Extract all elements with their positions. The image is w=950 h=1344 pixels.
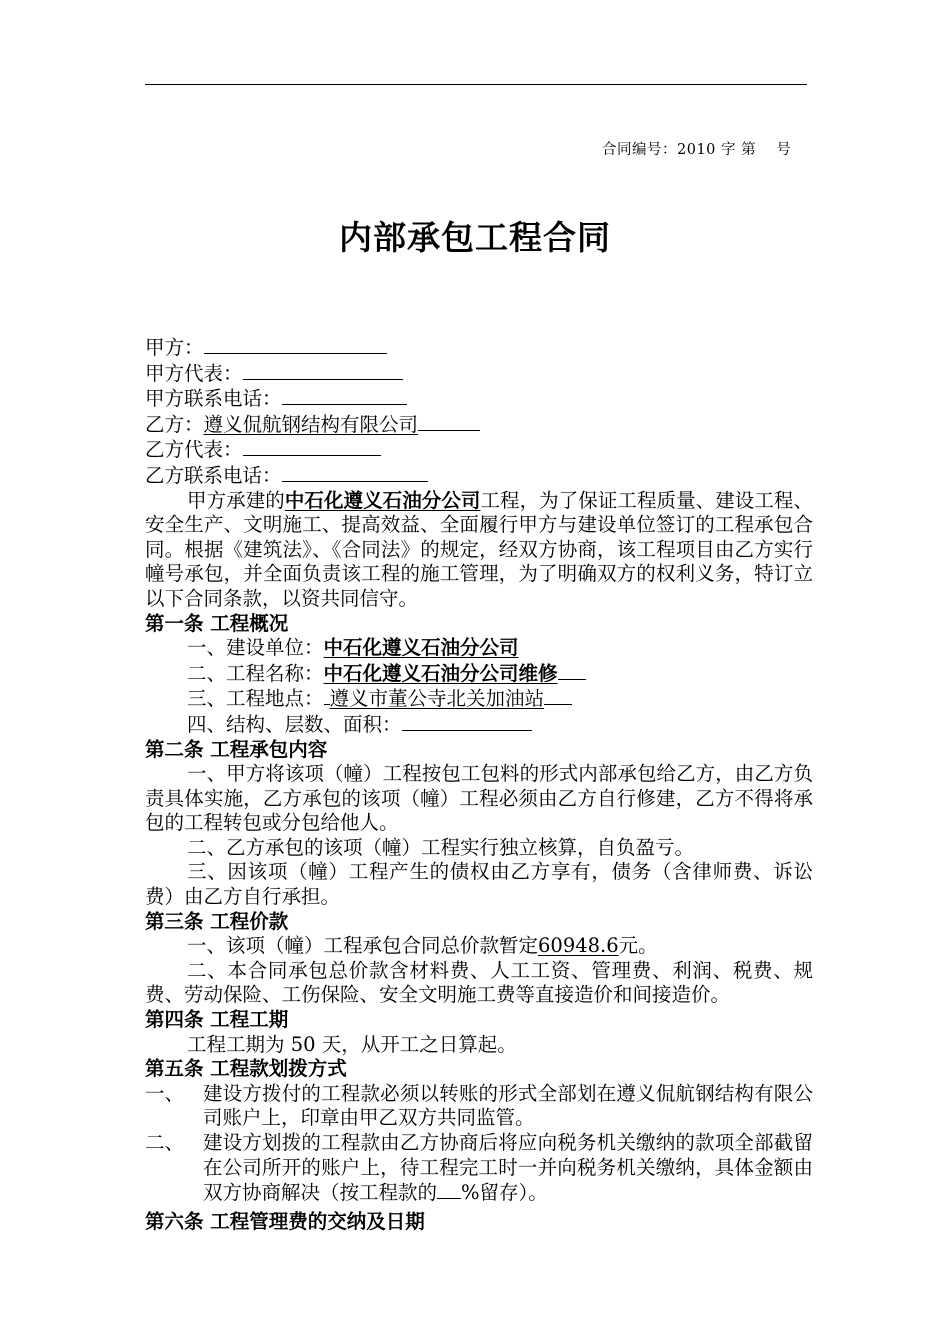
party-a-phone-label: 甲方联系电话： bbox=[145, 387, 282, 411]
art5-item-1 bbox=[145, 1082, 813, 1131]
party-a-line bbox=[145, 335, 813, 361]
art5-item-2-suffix: %留存）。 bbox=[461, 1181, 548, 1205]
contract-body bbox=[145, 335, 813, 1234]
party-b-rep-line bbox=[145, 437, 813, 463]
party-b-label: 乙方： bbox=[145, 412, 204, 436]
art1-location-value: 遵义市董公寺北关加油站 bbox=[329, 687, 545, 711]
article-4-heading: 第四条 工程工期 bbox=[145, 1008, 289, 1032]
contract-number: 合同编号：2010 字 第 号 bbox=[602, 142, 792, 158]
contract-amount: 60948.6 bbox=[538, 934, 619, 958]
party-b-blank bbox=[418, 412, 480, 431]
preamble-project-unit: 中石化遵义石油分公司 bbox=[284, 488, 481, 512]
preamble-paragraph bbox=[145, 489, 813, 612]
art1-unit-value: 中石化遵义石油分公司 bbox=[323, 636, 519, 660]
art3-clause-1-prefix: 一、该项（幢）工程承包合同总价款暂定 bbox=[187, 934, 539, 958]
art3-clause-1 bbox=[145, 934, 813, 959]
header-rule bbox=[145, 84, 807, 85]
article-5-heading: 第五条 工程款划拨方式 bbox=[145, 1057, 347, 1081]
art5-item-2-body bbox=[203, 1131, 813, 1206]
art1-structure-blank bbox=[402, 712, 532, 731]
art1-name-label: 二、工程名称： bbox=[187, 661, 324, 685]
art1-structure-label: 四、结构、层数、面积： bbox=[187, 712, 402, 736]
party-a-blank bbox=[204, 335, 387, 354]
article-2-heading: 第二条 工程承包内容 bbox=[145, 737, 328, 761]
party-a-label: 甲方： bbox=[145, 336, 204, 359]
party-b-rep-blank bbox=[243, 437, 381, 456]
art1-name-value: 中石化遵义石油分公司维修 bbox=[323, 661, 558, 685]
art1-unit-line bbox=[145, 636, 813, 661]
art1-unit-label: 一、建设单位： bbox=[187, 636, 324, 660]
art5-item-1-number: 一、 bbox=[145, 1081, 185, 1105]
preamble-text: 工程，为了保证工程质量、建设工程、安全生产、文明施工、提高效益、全面履行甲方与建设单位签订的工程承包合同。根据《建筑法》、《合同法》的规定，经双方协商，该工程项目由乙方实行幢号承包，并全面负责该工程的施工管理，为了明确双方的权利义务，特订立以下合同条款，以资共同信守。 bbox=[145, 488, 813, 610]
art5-item-2-number: 二、 bbox=[145, 1131, 185, 1154]
art5-item-1-text: 建设方拨付的工程款必须以转账的形式全部划在遵义侃航钢结构有限公司账户上，印章由甲乙双方共同监管。 bbox=[203, 1081, 813, 1130]
party-b-line bbox=[145, 412, 813, 438]
party-a-phone-line bbox=[145, 386, 813, 412]
article-3-heading: 第三条 工程价款 bbox=[145, 909, 289, 933]
art1-name-blank bbox=[558, 661, 586, 680]
article-1-heading: 第一条 工程概况 bbox=[145, 611, 289, 635]
art3-clause-1-suffix: 元。 bbox=[618, 934, 658, 958]
art2-clause-3: 三、因该项（幢）工程产生的债权由乙方享有，债务（含律师费、诉讼费）由乙方自行承担。 bbox=[145, 860, 813, 909]
art2-clause-2: 二、乙方承包的该项（幢）工程实行独立核算，自负盈亏。 bbox=[187, 835, 695, 859]
party-b-phone-blank bbox=[282, 463, 428, 482]
art1-structure-line bbox=[145, 712, 813, 738]
art1-name-line bbox=[145, 661, 813, 687]
article-6-heading: 第六条 工程管理费的交纳及日期 bbox=[145, 1209, 425, 1233]
art1-location-label: 三、工程地点： bbox=[187, 687, 324, 711]
art4-clause-1: 工程工期为 50 天，从开工之日算起。 bbox=[187, 1032, 517, 1056]
retention-percent-blank bbox=[437, 1180, 461, 1199]
art5-item-2 bbox=[145, 1131, 813, 1206]
party-a-rep-label: 甲方代表： bbox=[145, 361, 243, 385]
art2-clause-1: 一、甲方将该项（幢）工程按包工包料的形式内部承包给乙方，由乙方负责具体实施，乙方承包的该项（幢）工程必须由乙方自行修建，乙方不得将承包的工程转包或分包给他人。 bbox=[145, 762, 813, 835]
party-b-phone-line bbox=[145, 463, 813, 489]
party-b-rep-label: 乙方代表： bbox=[145, 438, 243, 462]
preamble-prefix: 甲方承建的 bbox=[187, 488, 285, 512]
party-a-rep-blank bbox=[243, 361, 403, 380]
art5-item-2-prefix: 建设方划拨的工程款由乙方协商后将应向税务机关缴纳的款项全部截留在公司所开的账户上，待工程完工时一并向税务机关缴纳，具体金额由双方协商解决（按工程款的 bbox=[203, 1131, 813, 1205]
art1-location-blank bbox=[544, 686, 572, 705]
party-b-phone-label: 乙方联系电话： bbox=[145, 463, 282, 487]
party-b-name: 遵义侃航钢结构有限公司 bbox=[203, 412, 419, 436]
document-title: 内部承包工程合同 bbox=[339, 218, 611, 257]
party-a-phone-blank bbox=[282, 386, 407, 405]
art1-location-line bbox=[145, 686, 813, 712]
art3-clause-2: 二、本合同承包总价款含材料费、人工工资、管理费、利润、税费、规费、劳动保险、工伤保险、安全文明施工费等直接造价和间接造价。 bbox=[145, 958, 813, 1007]
party-a-rep-line bbox=[145, 361, 813, 387]
